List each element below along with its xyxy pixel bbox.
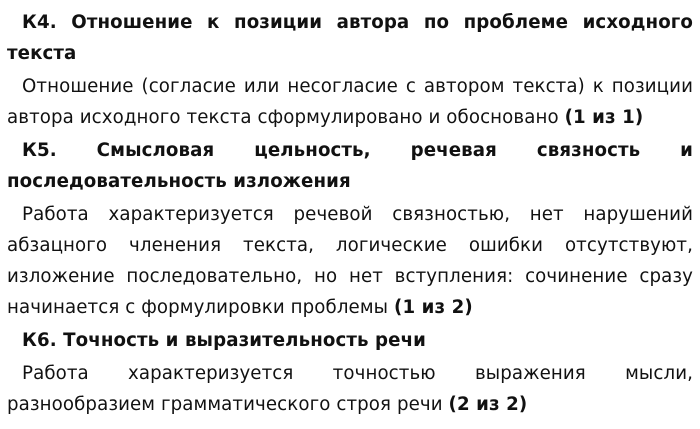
criterion-score: (2 из 2) xyxy=(448,394,528,415)
criterion-heading: К6. Точность и выразительность речи xyxy=(22,330,426,351)
criterion-heading: К4. Отношение к позиции автора по проблеме исходного текста xyxy=(7,12,693,64)
criterion-text: Работа характеризуется точностью выражения мысли, разнообразием грамматического строя речи xyxy=(7,363,693,415)
criterion-k5 xyxy=(7,135,693,323)
criterion-k6 xyxy=(7,325,693,420)
evaluation-document xyxy=(7,7,693,422)
criterion-k4 xyxy=(7,7,693,133)
criterion-text: Отношение (согласие или несогласие с автором текста) к позиции автора исходного текста сформулировано и обосновано xyxy=(7,76,693,128)
criterion-body xyxy=(7,71,693,133)
criterion-body xyxy=(7,358,693,420)
criterion-text: Работа характеризуется речевой связностью, нет нарушений абзацного членения текста, логические ошибки отсутствуют, изложение последовательно, но нет вступления: сочинение сразу начинается с формулировки проблемы xyxy=(7,204,693,318)
criterion-score: (1 из 1) xyxy=(564,107,644,128)
criterion-heading: К5. Смысловая цельность, речевая связность и последовательность изложения xyxy=(7,140,693,192)
criterion-body xyxy=(7,199,693,323)
criterion-score: (1 из 2) xyxy=(394,297,473,318)
